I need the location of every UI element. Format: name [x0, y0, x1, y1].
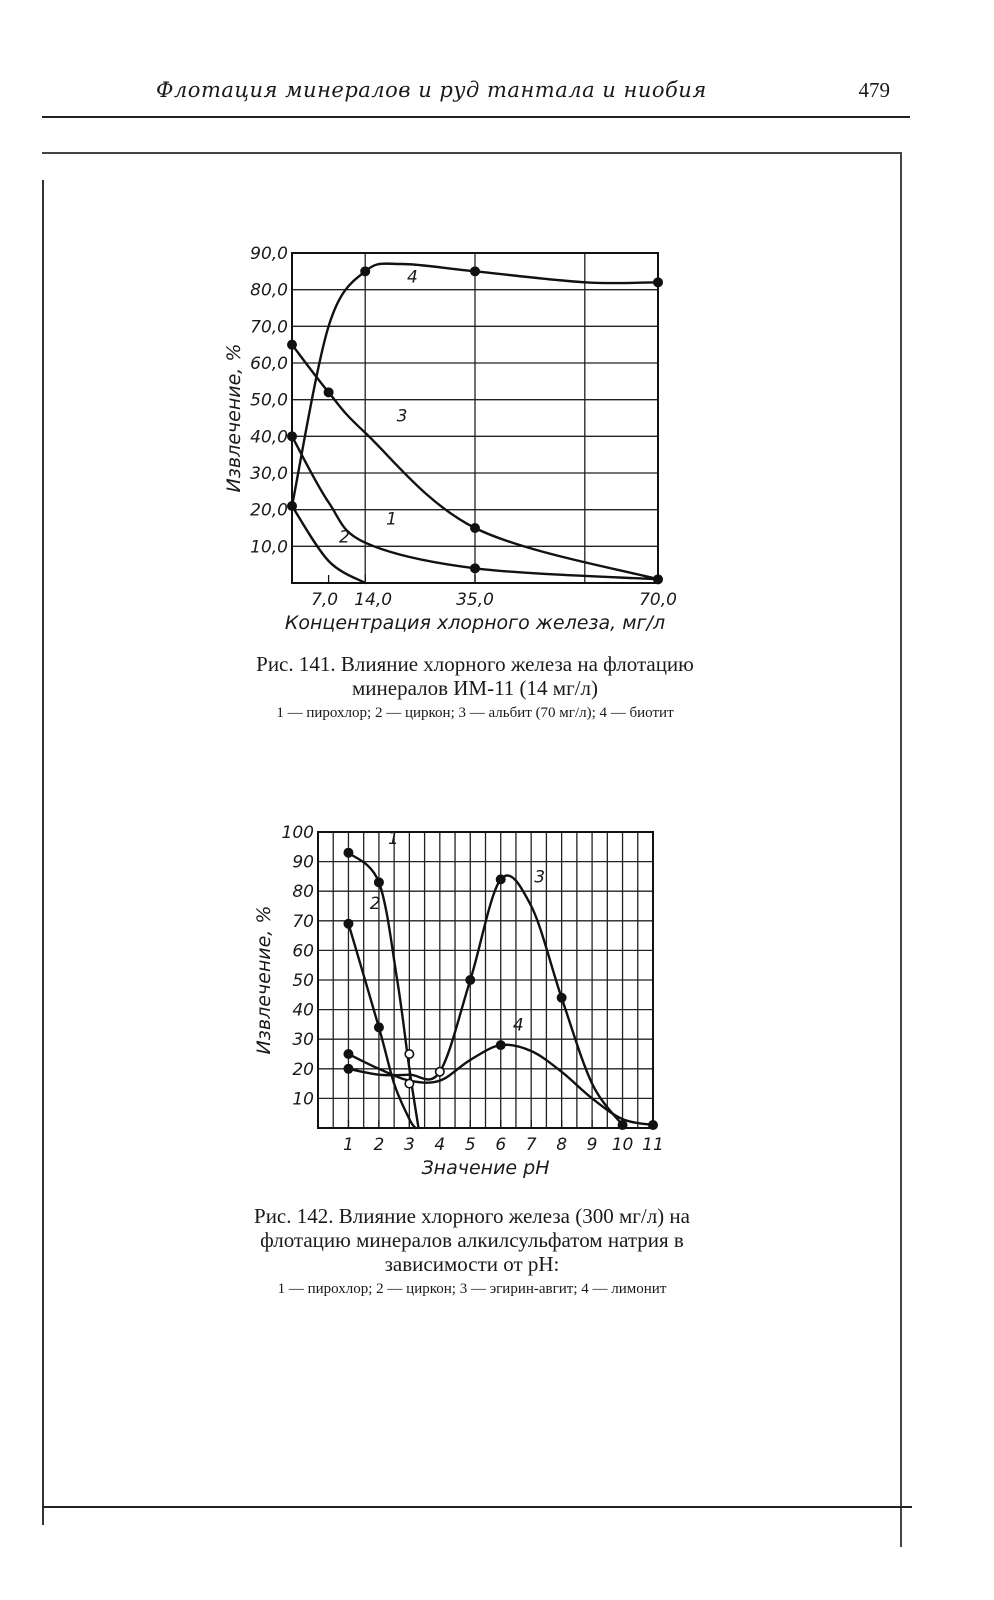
x-tick-label: 8 [556, 1135, 568, 1155]
y-tick-label: 80 [292, 882, 314, 903]
data-point-series-3 [466, 976, 474, 984]
series-label-2: 2 [369, 893, 381, 914]
y-tick-label: 80,0 [250, 280, 288, 301]
series-label-3: 3 [534, 867, 546, 888]
x-tick-label: 7,0 [311, 590, 339, 610]
x-tick-label: 70,0 [639, 590, 677, 610]
series-label-1: 1 [388, 828, 399, 849]
y-tick-label: 10 [292, 1089, 314, 1110]
x-tick-label: 6 [495, 1135, 507, 1155]
data-point-series-4 [405, 1079, 413, 1087]
y-tick-label: 50 [292, 971, 314, 991]
series-label-4: 4 [512, 1015, 524, 1036]
y-tick-label: 20 [292, 1059, 314, 1080]
y-tick-label: 10,0 [250, 537, 288, 558]
y-tick-label: 70 [292, 911, 314, 932]
data-point-series-3 [618, 1121, 626, 1129]
data-point-series-2 [344, 920, 352, 928]
x-tick-label: 7 [525, 1135, 537, 1155]
y-tick-label: 20,0 [250, 500, 288, 521]
data-point-series-3 [557, 994, 565, 1002]
figure-142-caption-main: Рис. 142. Влияние хлорного железа (300 мг/л) на флотацию минералов алкилсульфатом натрия в зависимости от pH: [254, 1204, 690, 1276]
data-point-series-4 [344, 1050, 352, 1058]
y-tick-label: 60,0 [250, 354, 288, 374]
y-tick-label: 70,0 [250, 317, 288, 338]
y-tick-label: 100 [281, 823, 314, 843]
y-tick-label: 30,0 [250, 464, 288, 484]
running-title: Флотация минералов и руд тантала и ниобия [156, 78, 707, 102]
y-tick-label: 30 [292, 1030, 314, 1051]
data-point-series-3 [436, 1068, 444, 1076]
figure-141-caption-main: Рис. 141. Влияние хлорного железа на флотацию минералов ИМ-11 (14 мг/л) [256, 652, 694, 700]
y-tick-label: 40,0 [250, 427, 288, 448]
x-axis-title: Значение pH [421, 1157, 550, 1179]
x-tick-label: 2 [373, 1135, 385, 1155]
y-tick-label: 90 [292, 852, 314, 873]
series-label-1: 1 [386, 509, 397, 530]
data-point-series-4 [649, 1121, 657, 1129]
data-point-series-3 [497, 875, 505, 883]
y-tick-label: 60 [292, 941, 314, 962]
x-tick-label: 4 [434, 1135, 446, 1155]
x-tick-label: 1 [343, 1135, 354, 1155]
y-tick-label: 40 [292, 1000, 314, 1021]
page-number: 479 [858, 78, 890, 102]
x-tick-label: 9 [586, 1135, 598, 1155]
figure-142-caption [252, 1204, 692, 1298]
data-point-series-3 [344, 1065, 352, 1073]
data-point-series-2 [375, 1023, 383, 1031]
data-point-series-4 [497, 1041, 505, 1049]
y-tick-label: 90,0 [250, 244, 288, 264]
figure-142-caption-legend: 1 — пирохлор; 2 — циркон; 3 — эгирин-авгит; 4 — лимонит [277, 1281, 667, 1297]
x-tick-label: 11 [642, 1135, 664, 1155]
series-label-4: 4 [407, 267, 418, 288]
series-label-2: 2 [339, 527, 350, 548]
series-label-3: 3 [396, 406, 408, 427]
x-tick-label: 10 [611, 1135, 634, 1155]
x-tick-label: 5 [464, 1135, 476, 1155]
figure-141-caption-legend: 1 — пирохлор; 2 — циркон; 3 — альбит (70 мг/л); 4 — биотит [276, 705, 674, 721]
y-axis-title: Извлечение, % [223, 343, 245, 493]
data-point-series-1 [375, 878, 383, 886]
x-tick-label: 35,0 [456, 590, 494, 610]
y-tick-label: 50,0 [250, 390, 288, 411]
x-tick-label: 3 [403, 1135, 415, 1155]
data-point-series-1 [344, 849, 352, 857]
x-tick-label: 14,0 [354, 590, 393, 610]
data-point-series-1 [405, 1050, 413, 1058]
y-axis-title: Извлечение, % [253, 905, 275, 1055]
x-axis-title: Концентрация хлорного железа, мг/л [284, 612, 666, 634]
